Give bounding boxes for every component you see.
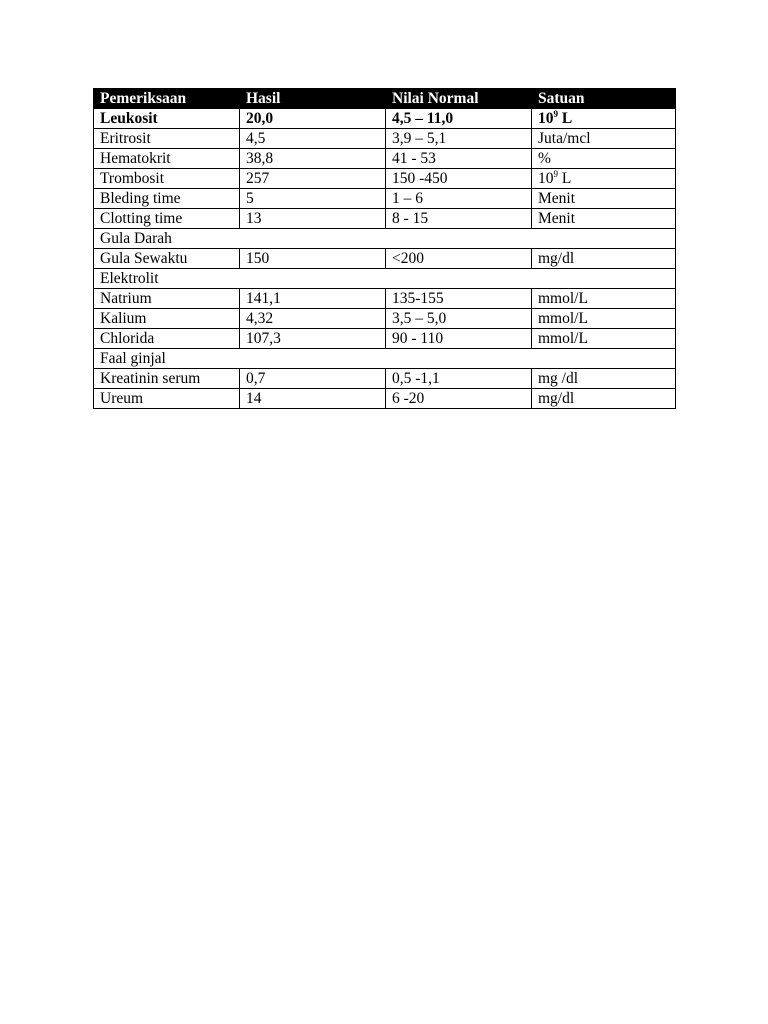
unit-base: 10 <box>538 110 554 127</box>
section-label: Elektrolit <box>94 269 676 289</box>
unit-suffix: L <box>558 170 572 187</box>
cell-result: 38,8 <box>240 149 386 169</box>
table-row <box>94 389 676 409</box>
cell-unit: Juta/mcl <box>532 129 676 149</box>
section-label: Gula Darah <box>94 229 676 249</box>
section-label: Faal ginjal <box>94 349 676 369</box>
cell-result: 5 <box>240 189 386 209</box>
cell-test-name: Chlorida <box>94 329 240 349</box>
cell-result: 13 <box>240 209 386 229</box>
table-row <box>94 309 676 329</box>
cell-test-name: Bleding time <box>94 189 240 209</box>
cell-normal-range: 135-155 <box>386 289 532 309</box>
cell-normal-range: 90 - 110 <box>386 329 532 349</box>
cell-normal-range: <200 <box>386 249 532 269</box>
cell-normal-range: 4,5 – 11,0 <box>386 109 532 129</box>
cell-result: 4,32 <box>240 309 386 329</box>
cell-test-name: Leukosit <box>94 109 240 129</box>
section-row <box>94 349 676 369</box>
cell-result: 107,3 <box>240 329 386 349</box>
cell-normal-range: 3,5 – 5,0 <box>386 309 532 329</box>
cell-test-name: Eritrosit <box>94 129 240 149</box>
cell-test-name: Kreatinin serum <box>94 369 240 389</box>
cell-unit: Menit <box>532 209 676 229</box>
cell-result: 4,5 <box>240 129 386 149</box>
cell-test-name: Ureum <box>94 389 240 409</box>
cell-unit <box>532 109 676 129</box>
unit-base: 10 <box>538 170 554 187</box>
cell-result: 14 <box>240 389 386 409</box>
cell-test-name: Kalium <box>94 309 240 329</box>
cell-result: 20,0 <box>240 109 386 129</box>
unit-exponent: 9 <box>553 169 558 179</box>
cell-unit <box>532 169 676 189</box>
cell-result: 0,7 <box>240 369 386 389</box>
cell-test-name: Gula Sewaktu <box>94 249 240 269</box>
table-row <box>94 189 676 209</box>
cell-unit: mmol/L <box>532 329 676 349</box>
section-row <box>94 229 676 249</box>
table-row <box>94 249 676 269</box>
table-row <box>94 369 676 389</box>
cell-normal-range: 8 - 15 <box>386 209 532 229</box>
header-row <box>94 89 676 109</box>
table-header <box>94 89 676 109</box>
header-pemeriksaan: Pemeriksaan <box>94 89 240 109</box>
table-row <box>94 329 676 349</box>
table-row <box>94 149 676 169</box>
cell-unit: mg/dl <box>532 249 676 269</box>
table-row <box>94 169 676 189</box>
cell-unit: Menit <box>532 189 676 209</box>
cell-test-name: Hematokrit <box>94 149 240 169</box>
table-row <box>94 289 676 309</box>
unit-suffix: L <box>558 110 573 127</box>
cell-test-name: Natrium <box>94 289 240 309</box>
cell-unit: mmol/L <box>532 289 676 309</box>
table-row <box>94 129 676 149</box>
table-row <box>94 209 676 229</box>
table-body <box>94 109 676 409</box>
cell-normal-range: 0,5 -1,1 <box>386 369 532 389</box>
cell-unit: mmol/L <box>532 309 676 329</box>
cell-result: 257 <box>240 169 386 189</box>
cell-normal-range: 6 -20 <box>386 389 532 409</box>
section-row <box>94 269 676 289</box>
cell-test-name: Trombosit <box>94 169 240 189</box>
cell-result: 150 <box>240 249 386 269</box>
cell-unit: mg /dl <box>532 369 676 389</box>
cell-normal-range: 3,9 – 5,1 <box>386 129 532 149</box>
cell-unit: % <box>532 149 676 169</box>
header-nilai-normal: Nilai Normal <box>386 89 532 109</box>
cell-unit: mg/dl <box>532 389 676 409</box>
cell-normal-range: 1 – 6 <box>386 189 532 209</box>
table-row <box>94 109 676 129</box>
header-hasil: Hasil <box>240 89 386 109</box>
cell-result: 141,1 <box>240 289 386 309</box>
cell-normal-range: 150 -450 <box>386 169 532 189</box>
cell-test-name: Clotting time <box>94 209 240 229</box>
lab-results-table <box>93 88 676 409</box>
cell-normal-range: 41 - 53 <box>386 149 532 169</box>
unit-exponent: 9 <box>553 109 558 119</box>
header-satuan: Satuan <box>532 89 676 109</box>
